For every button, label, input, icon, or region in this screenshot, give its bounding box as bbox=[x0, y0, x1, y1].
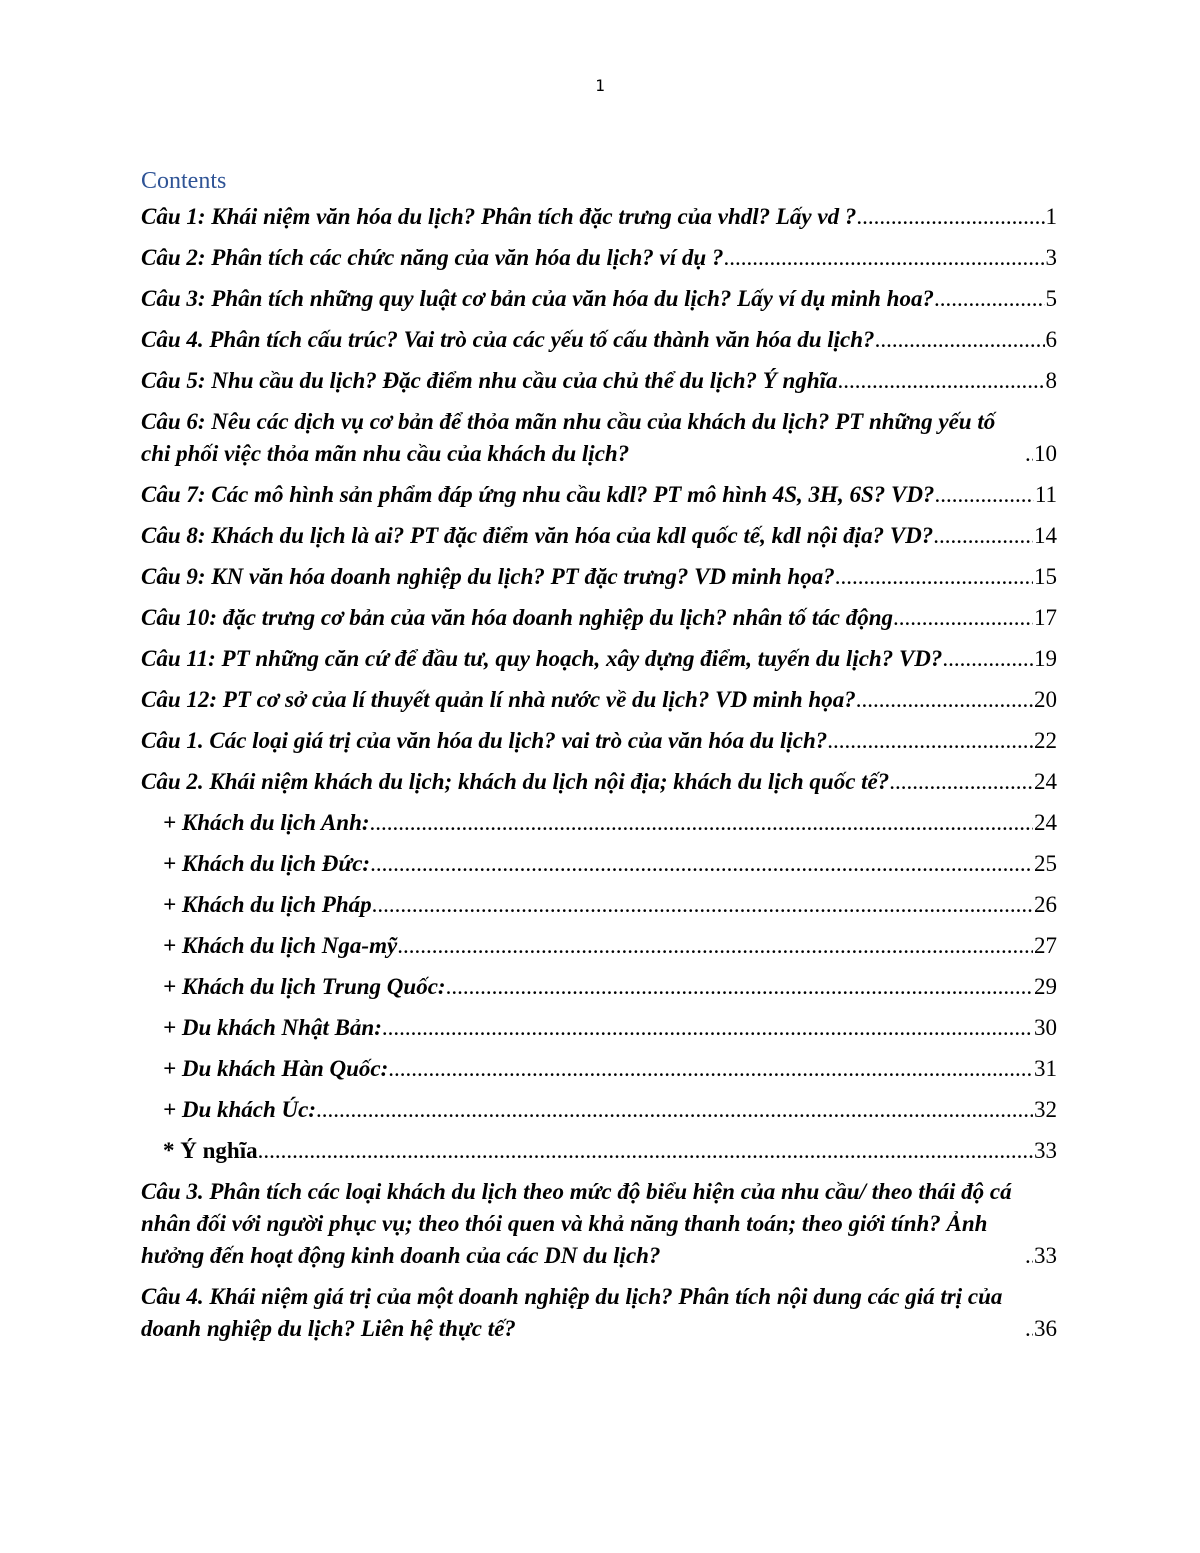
toc-page-number: 20 bbox=[1034, 687, 1057, 712]
toc-entry-text: Câu 8: Khách du lịch là ai? PT đặc điểm văn hóa của kdl quốc tế, kdl nội địa? VD? bbox=[141, 523, 934, 548]
toc-dot-leader bbox=[446, 971, 1033, 1003]
toc-entry-text: Câu 11: PT những căn cứ để đầu tư, quy hoạch, xây dựng điểm, tuyến du lịch? VD? bbox=[141, 646, 943, 671]
toc-entry-cau-8[interactable] bbox=[141, 520, 1057, 552]
toc-page-number: 26 bbox=[1034, 892, 1057, 917]
toc-dot-leader bbox=[838, 365, 1045, 397]
toc-entry-cau-10[interactable] bbox=[141, 602, 1057, 634]
toc-page-number: 25 bbox=[1034, 851, 1057, 876]
toc-dot-leader bbox=[942, 643, 1033, 675]
toc-entry-cau-4[interactable] bbox=[141, 324, 1057, 356]
toc-page-number: 29 bbox=[1034, 974, 1057, 999]
toc-heading: Contents bbox=[141, 168, 227, 194]
toc-entry-text: Câu 10: đặc trưng cơ bản của văn hóa doanh nghiệp du lịch? nhân tố tác động bbox=[141, 605, 894, 630]
toc-entry-text: Câu 12: PT cơ sở của lí thuyết quản lí nhà nước về du lịch? VD minh họa? bbox=[141, 687, 856, 712]
toc-dot-leader bbox=[835, 561, 1033, 593]
toc-page-number: 17 bbox=[1034, 605, 1057, 630]
toc-entry-cau-11[interactable] bbox=[141, 643, 1057, 675]
toc-dot-leader bbox=[388, 1053, 1033, 1085]
toc-dot-leader bbox=[875, 324, 1045, 356]
toc-entry-text: Câu 4. Phân tích cấu trúc? Vai trò của các yếu tố cấu thành văn hóa du lịch? bbox=[141, 327, 875, 352]
toc-page-number: 36 bbox=[1034, 1316, 1057, 1341]
toc-entry-text: + Khách du lịch Đức: bbox=[163, 851, 371, 876]
toc-dot-leader bbox=[1025, 1240, 1033, 1272]
toc-entry-cau-6[interactable] bbox=[141, 406, 1057, 470]
toc-entry-cau-5[interactable] bbox=[141, 365, 1057, 397]
toc-entry-text: * Ý nghĩa bbox=[163, 1138, 258, 1163]
toc-entry-cau-12[interactable] bbox=[141, 684, 1057, 716]
toc-entry-text: Câu 3: Phân tích những quy luật cơ bản của văn hóa du lịch? Lấy ví dụ minh hoa? bbox=[141, 286, 934, 311]
toc-page-number: 24 bbox=[1034, 810, 1057, 835]
toc-entry-text: + Du khách Úc: bbox=[163, 1097, 317, 1122]
toc-page-number: 19 bbox=[1034, 646, 1057, 671]
toc-page-number: 1 bbox=[1045, 204, 1057, 229]
toc-dot-leader bbox=[1025, 438, 1033, 470]
toc-page-number: 24 bbox=[1034, 769, 1057, 794]
toc-entry-part2-cau-4[interactable] bbox=[141, 1281, 1057, 1345]
toc-entry-text: + Khách du lịch Pháp bbox=[163, 892, 372, 917]
toc-subentry-khach-nhat-ban[interactable] bbox=[141, 1012, 1057, 1044]
toc-subentry-khach-duc[interactable] bbox=[141, 848, 1057, 880]
toc-dot-leader bbox=[934, 283, 1045, 315]
toc-entry-text: Câu 3. Phân tích các loại khách du lịch theo mức độ biểu hiện của nhu cầu/ theo thái độ cá nhân đối với người phục vụ; theo thói quen và khả năng thanh toán; theo giới tính? Ảnh hưởng đến hoạt động kinh doanh của các DN du lịch? bbox=[141, 1179, 1012, 1268]
toc-entry-text: Câu 4. Khái niệm giá trị của một doanh nghiệp du lịch? Phân tích nội dung các giá trị của doanh nghiệp du lịch? Liên hệ thực tế? bbox=[141, 1284, 1003, 1341]
toc-page-number: 27 bbox=[1034, 933, 1057, 958]
toc-dot-leader bbox=[258, 1135, 1033, 1167]
toc-entry-text: + Du khách Nhật Bản: bbox=[163, 1015, 382, 1040]
toc-dot-leader bbox=[827, 725, 1033, 757]
toc-entry-text: Câu 2: Phân tích các chức năng của văn hóa du lịch? ví dụ ? bbox=[141, 245, 724, 270]
toc-dot-leader bbox=[934, 479, 1033, 511]
toc-entry-cau-7[interactable] bbox=[141, 479, 1057, 511]
toc-dot-leader bbox=[893, 602, 1033, 634]
table-of-contents bbox=[141, 165, 1057, 1354]
toc-entry-cau-3[interactable] bbox=[141, 283, 1057, 315]
toc-subentry-khach-phap[interactable] bbox=[141, 889, 1057, 921]
toc-dot-leader bbox=[723, 242, 1044, 274]
toc-page-number: 15 bbox=[1034, 564, 1057, 589]
toc-subentry-khach-nga-my[interactable] bbox=[141, 930, 1057, 962]
toc-subentry-khach-han-quoc[interactable] bbox=[141, 1053, 1057, 1085]
toc-entry-text: Câu 7: Các mô hình sản phẩm đáp ứng nhu cầu kdl? PT mô hình 4S, 3H, 6S? VD? bbox=[141, 482, 935, 507]
toc-entry-part2-cau-3[interactable] bbox=[141, 1176, 1057, 1272]
toc-dot-leader bbox=[856, 201, 1044, 233]
toc-subentry-khach-trung-quoc[interactable] bbox=[141, 971, 1057, 1003]
toc-entry-text: Câu 2. Khái niệm khách du lịch; khách du lịch nội địa; khách du lịch quốc tế? bbox=[141, 769, 890, 794]
toc-entry-text: Câu 5: Nhu cầu du lịch? Đặc điểm nhu cầu của chủ thể du lịch? Ý nghĩa bbox=[141, 368, 838, 393]
toc-page-number: 6 bbox=[1045, 327, 1057, 352]
toc-dot-leader bbox=[889, 766, 1033, 798]
toc-subentry-y-nghia[interactable] bbox=[141, 1135, 1057, 1167]
toc-entry-cau-2[interactable] bbox=[141, 242, 1057, 274]
toc-entry-text: + Khách du lịch Trung Quốc: bbox=[163, 974, 446, 999]
toc-page-number: 14 bbox=[1034, 523, 1057, 548]
toc-page-number: 8 bbox=[1045, 368, 1057, 393]
toc-entry-cau-9[interactable] bbox=[141, 561, 1057, 593]
toc-dot-leader bbox=[1025, 1313, 1033, 1345]
toc-entry-text: + Du khách Hàn Quốc: bbox=[163, 1056, 389, 1081]
toc-subentry-khach-anh[interactable] bbox=[141, 807, 1057, 839]
toc-page-number: 3 bbox=[1045, 245, 1057, 270]
toc-dot-leader bbox=[397, 930, 1033, 962]
toc-page-number: 11 bbox=[1034, 482, 1057, 507]
toc-entry-text: Câu 1: Khái niệm văn hóa du lịch? Phân tích đặc trưng của vhdl? Lấy vd ? bbox=[141, 204, 857, 229]
toc-page-number: 32 bbox=[1034, 1097, 1057, 1122]
toc-page-number: 33 bbox=[1034, 1243, 1057, 1268]
toc-entry-text: + Khách du lịch Anh: bbox=[163, 810, 370, 835]
toc-dot-leader bbox=[372, 889, 1033, 921]
toc-dot-leader bbox=[316, 1094, 1033, 1126]
toc-page-number: 10 bbox=[1034, 441, 1057, 466]
toc-dot-leader bbox=[933, 520, 1033, 552]
page-number: 1 bbox=[595, 76, 605, 95]
toc-entry-text: + Khách du lịch Nga-mỹ bbox=[163, 933, 398, 958]
toc-dot-leader bbox=[370, 807, 1033, 839]
toc-dot-leader bbox=[382, 1012, 1033, 1044]
toc-entry-text: Câu 6: Nêu các dịch vụ cơ bản để thỏa mãn nhu cầu của khách du lịch? PT những yếu tố chi phối việc thỏa mãn nhu cầu của khách du lịch? bbox=[141, 409, 996, 466]
toc-entry-text: Câu 1. Các loại giá trị của văn hóa du lịch? vai trò của văn hóa du lịch? bbox=[141, 728, 828, 753]
toc-entry-part2-cau-2[interactable] bbox=[141, 766, 1057, 798]
toc-subentry-khach-uc[interactable] bbox=[141, 1094, 1057, 1126]
toc-page-number: 31 bbox=[1034, 1056, 1057, 1081]
toc-dot-leader bbox=[370, 848, 1033, 880]
toc-entry-part2-cau-1[interactable] bbox=[141, 725, 1057, 757]
toc-page-number: 30 bbox=[1034, 1015, 1057, 1040]
toc-entry-cau-1[interactable] bbox=[141, 201, 1057, 233]
toc-page-number: 22 bbox=[1034, 728, 1057, 753]
toc-entry-text: Câu 9: KN văn hóa doanh nghiệp du lịch? PT đặc trưng? VD minh họa? bbox=[141, 564, 835, 589]
toc-page-number: 5 bbox=[1045, 286, 1057, 311]
toc-dot-leader bbox=[856, 684, 1033, 716]
toc-page-number: 33 bbox=[1034, 1138, 1057, 1163]
